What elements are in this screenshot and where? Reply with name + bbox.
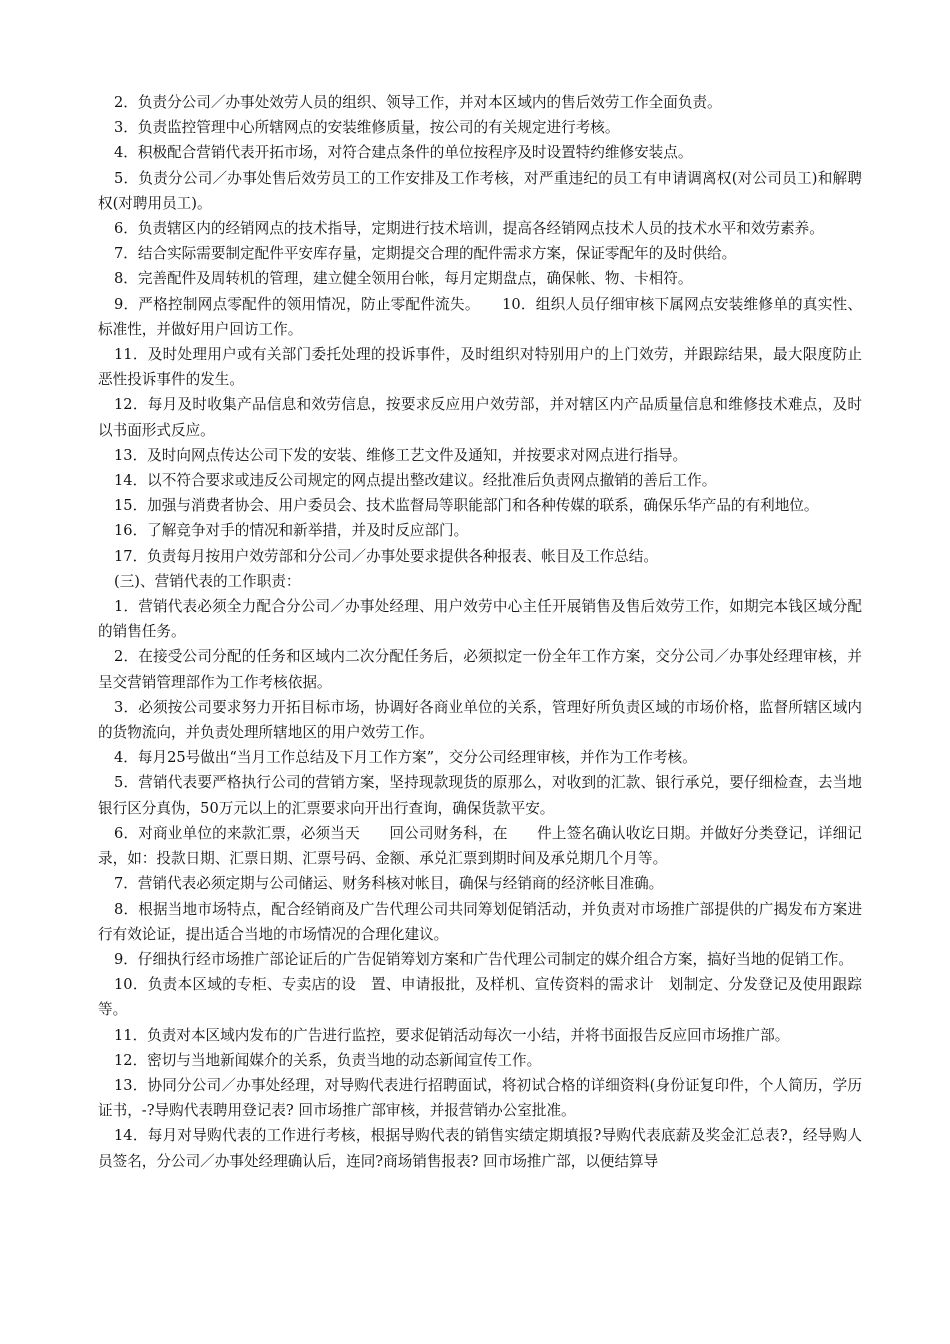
paragraph: 2．在接受公司分配的任务和区域内二次分配任务后，必须拟定一份全年工作方案，交分公司／办事处经理审核，并呈交营销管理部作为工作考核依据。 [98,648,862,691]
paragraph: 11．及时处理用户或有关部门委托处理的投诉事件，及时组织对特别用户的上门效劳，并跟踪结果，最大限度防止恶性投诉事件的发生。 [98,346,862,389]
paragraph: 17．负责每月按用户效劳部和分公司／办事处要求提供各种报表、帐目及工作总结。 [114,547,658,565]
paragraph: 12．密切与当地新闻媒介的关系，负责当地的动态新闻宣传工作。 [114,1051,542,1069]
paragraph: 6．对商业单位的来款汇票，必须当天 回公司财务科，在 件上签名确认收讫日期。并做好分类登记，详细记录，如：投款日期、汇票日期、汇票号码、金额、承兑汇票到期时间及承兑期几个月等。 [98,824,862,868]
paragraph: 4．积极配合营销代表开拓市场，对符合建点条件的单位按程序及时设置特约维修安装点。 [114,144,693,162]
paragraph: 7．营销代表必须定期与公司储运、财务科核对帐目，确保与经销商的经济帐目准确。 [114,875,664,893]
paragraph: 16．了解竞争对手的情况和新举措，并及时反应部门。 [114,522,469,540]
paragraph: 14．以不符合要求或违反公司规定的网点提出整改建议。经批准后负责网点撤销的善后工作。 [114,472,717,490]
paragraph: 13．及时向网点传达公司下发的安装、维修工艺文件及通知，并按要求对网点进行指导。 [114,446,688,464]
paragraph: 5．营销代表要严格执行公司的营销方案，坚持现款现货的原那么，对收到的汇款、银行承兑，要仔细检查，去当地银行区分真伪，50万元以上的汇票要求向开出行查询，确保货款平安。 [98,774,862,817]
paragraph: 9．仔细执行经市场推广部论证后的广告促销筹划方案和广告代理公司制定的媒介组合方案，搞好当地的促销工作。 [114,950,853,968]
paragraph: 14．每月对导购代表的工作进行考核，根据导购代表的销售实绩定期填报?导购代表底薪及奖金汇总表?，经导购人员签名，分公司／办事处经理确认后，连同?商场销售报表? 回市场推广部，以便结算导 [98,1127,862,1170]
paragraph: 8．完善配件及周转机的管理，建立健全领用台帐，每月定期盘点，确保帐、物、卡相符。 [114,270,693,288]
paragraph: 15．加强与消费者协会、用户委员会、技术监督局等职能部门和各种传媒的联系，确保乐华产品的有利地位。 [114,497,819,515]
paragraph: 4．每月25号做出“当月工作总结及下月工作方案”，交分公司经理审核，并作为工作考核。 [114,749,697,767]
paragraph: 3．负责监控管理中心所辖网点的安装维修质量，按公司的有关规定进行考核。 [114,119,620,137]
paragraph: 6．负责辖区内的经销网点的技术指导，定期进行技术培训，提高各经销网点技术人员的技术水平和效劳素养。 [114,220,824,238]
paragraph: 8．根据当地市场特点，配合经销商及广告代理公司共同筹划促销活动，并负责对市场推广部提供的广揭发布方案进行有效论证，提出适合当地的市场情况的合理化建议。 [98,900,862,943]
paragraph: 3．必须按公司要求努力开拓目标市场，协调好各商业单位的关系，管理好所负责区域的市场价格，监督所辖区域内的货物流向，并负责处理所辖地区的用户效劳工作。 [98,698,862,742]
paragraph: 11．负责对本区域内发布的广告进行监控，要求促销活动每次一小结，并将书面报告反应回市场推广部。 [114,1026,790,1044]
section-heading: (三)、营销代表的工作职责： [114,572,301,590]
paragraph: 7．结合实际需要制定配件平安库存量，定期提交合理的配件需求方案，保证零配年的及时供给。 [114,245,737,263]
paragraph: 12．每月及时收集产品信息和效劳信息，按要求反应用户效劳部，并对辖区内产品质量信息和维修技术难点，及时以书面形式反应。 [98,396,862,439]
paragraph: 9．严格控制网点零配件的领用情况，防止零配件流失。 10．组织人员仔细审核下属网点安装维修单的真实性、标准性，并做好用户回访工作。 [98,295,862,338]
paragraph: 10．负责本区域的专柜、专卖店的设 置、申请报批，及样机、宣传资料的需求计 划制定、分发登记及使用跟踪等。 [98,976,862,1019]
paragraph: 5．负责分公司／办事处售后效劳员工的工作安排及工作考核，对严重违纪的员工有申请调离权(对公司员工)和解聘权(对聘用员工)。 [98,169,862,212]
paragraph: 1．营销代表必须全力配合分公司／办事处经理、用户效劳中心主任开展销售及售后效劳工作，如期完本钱区域分配的销售任务。 [98,598,862,641]
paragraph: 13．协同分公司／办事处经理，对导购代表进行招聘面试，将初试合格的详细资料(身份证复印件，个人简历，学历证书，-?导购代表聘用登记表? 回市场推广部审核，并报营销办公室批准。 [98,1076,862,1120]
paragraph: 2．负责分公司／办事处效劳人员的组织、领导工作，并对本区域内的售后效劳工作全面负责。 [114,94,722,111]
